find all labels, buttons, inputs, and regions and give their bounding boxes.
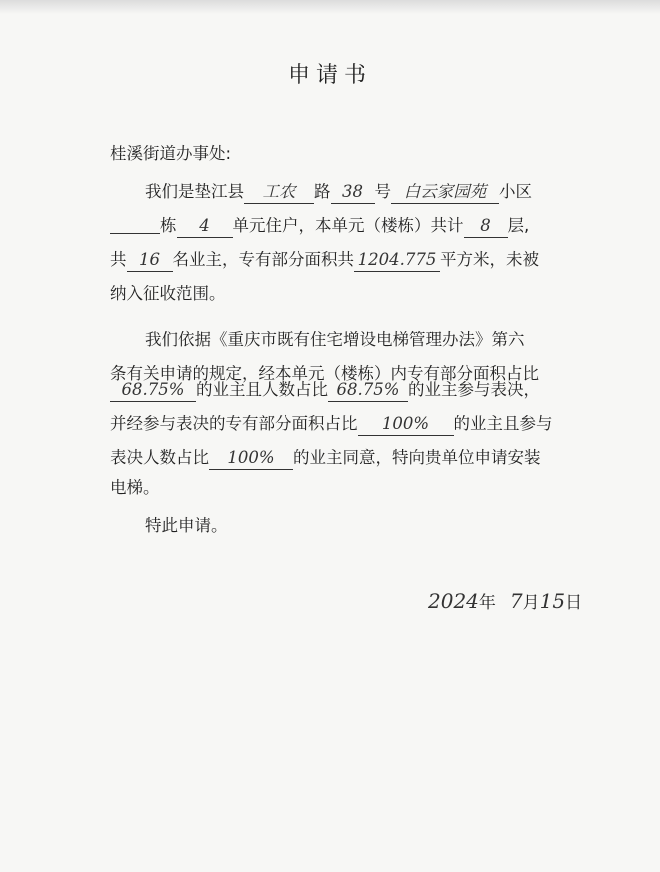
signature-date: 2024年 7月15日 xyxy=(428,589,583,613)
road-field: 工农 xyxy=(244,181,314,204)
p2-line-3: 68.75% 的业主且人数占比 68.75% 的业主参与表决， xyxy=(110,378,540,402)
house-number-field: 38 xyxy=(331,181,375,204)
agree-people-field: 100% xyxy=(209,447,293,470)
area-field: 1204.775 xyxy=(354,249,440,272)
date-year: 2024 xyxy=(428,589,479,613)
building-field xyxy=(110,215,160,234)
p2-line-5: 表决人数占比 100% 的业主同意，特向贵单位申请安装 xyxy=(110,446,541,470)
p2-line-4: 并经参与表决的专有部分面积占比 100% 的业主且参与 xyxy=(110,412,553,436)
community-field: 白云家园苑 xyxy=(391,181,499,204)
date-month: 7 xyxy=(509,589,523,613)
addressee: 桂溪街道办事处: xyxy=(110,144,232,163)
agree-area-field: 100% xyxy=(358,413,454,436)
document-title: 申请书 xyxy=(287,63,372,88)
scan-edge xyxy=(0,0,660,14)
p2-line-6: 电梯。 xyxy=(110,478,160,497)
date-day: 15 xyxy=(539,589,566,613)
unit-field: 4 xyxy=(177,215,233,238)
closing: 特此申请。 xyxy=(145,516,228,535)
owners-field: 16 xyxy=(127,249,173,272)
p1-line-4: 纳入征收范围。 xyxy=(110,284,226,303)
area-ratio-field: 68.75% xyxy=(110,379,196,402)
p1-line-2: 栋 4 单元住户，本单元（楼栋）共计 8 层, xyxy=(110,214,529,238)
people-ratio-field: 68.75% xyxy=(328,379,408,402)
p2-line-2: 条有关申请的规定，经本单元（楼栋）内专有部分面积占比 xyxy=(110,364,539,383)
p2-line-1: 我们依据《重庆市既有住宅增设电梯管理办法》第六 xyxy=(145,330,525,349)
p1-line-1: 我们是垫江县 工农 路 38 号 白云家园苑 小区 xyxy=(145,180,532,204)
p1-line-3: 共 16 名业主，专有部分面积共 1204.775 平方米，未被 xyxy=(110,248,539,272)
floors-field: 8 xyxy=(464,215,508,238)
